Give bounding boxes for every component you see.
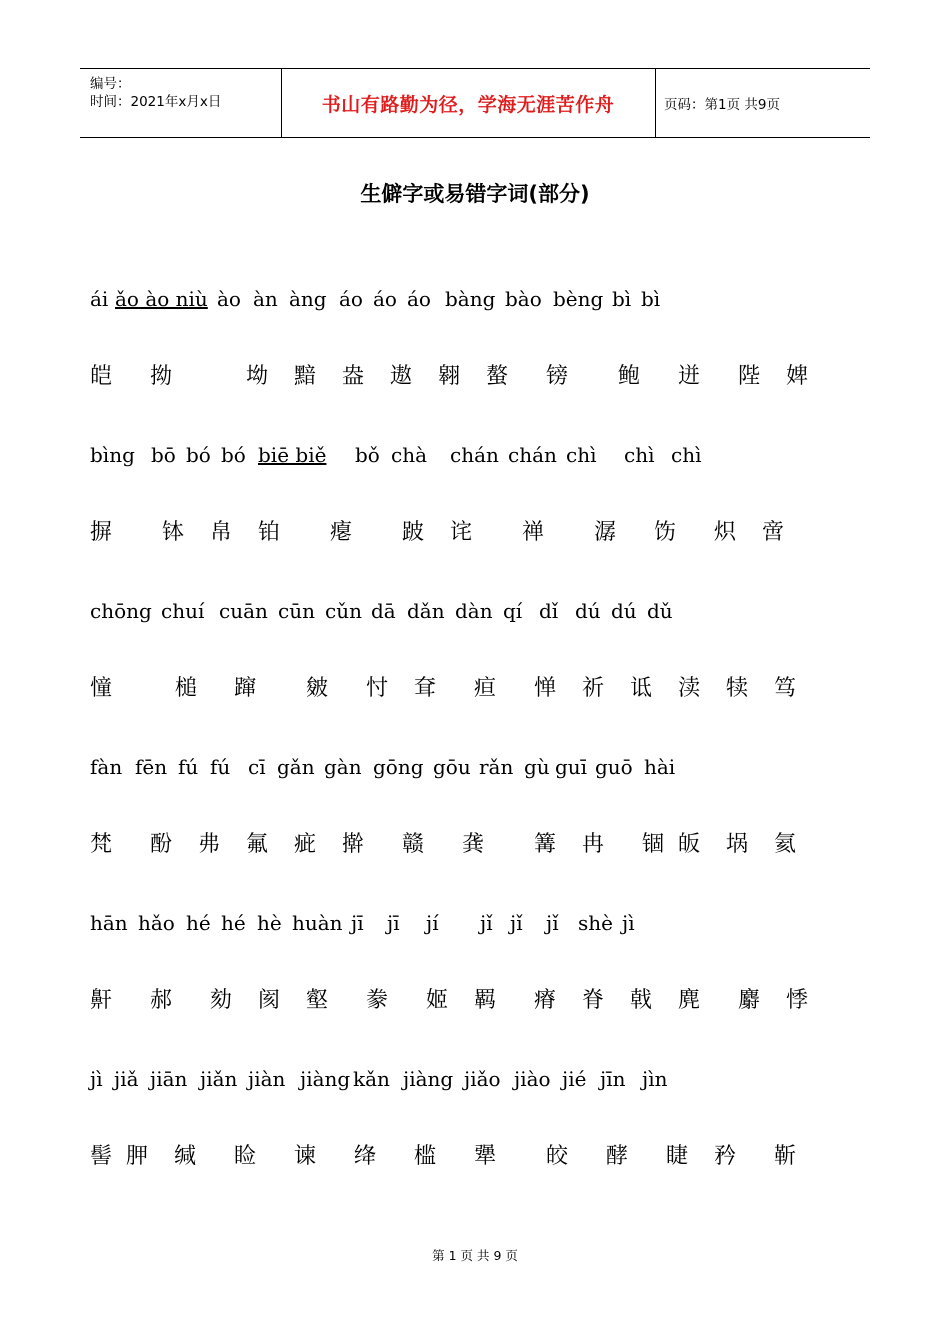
pinyin-token: kǎn — [353, 1067, 390, 1091]
pinyin-token: jiān — [150, 1067, 188, 1091]
pinyin-token: dǎn — [407, 599, 445, 623]
pinyin-row — [0, 284, 950, 314]
hanzi-row — [0, 830, 950, 860]
hanzi-token: 劾 — [210, 988, 233, 1013]
hanzi-token: 壑 — [306, 988, 329, 1013]
hanzi-token: 脊 — [582, 988, 605, 1013]
pinyin-token: huàn — [292, 911, 343, 935]
pinyin-token: ái — [90, 287, 109, 311]
hanzi-token: 绛 — [354, 1144, 377, 1169]
pinyin-token: gù — [524, 755, 550, 779]
pinyin-token: cūn — [278, 599, 315, 623]
pinyin-token: jì — [622, 911, 635, 935]
pinyin-token: chōng — [90, 599, 152, 623]
pinyin-token: chì — [671, 443, 702, 467]
hanzi-token: 帛 — [210, 520, 233, 545]
hanzi-row — [0, 986, 950, 1016]
hanzi-row — [0, 518, 950, 548]
pinyin-row — [0, 752, 950, 782]
pinyin-token: bó — [221, 443, 246, 467]
hanzi-token: 酵 — [606, 1144, 629, 1169]
hanzi-token: 缄 — [174, 1144, 197, 1169]
hanzi-row — [0, 362, 950, 392]
hanzi-token: 阂 — [258, 988, 281, 1013]
hanzi-token: 槌 — [175, 676, 198, 701]
pinyin-token: fú — [210, 755, 231, 779]
hanzi-token: 镑 — [546, 364, 569, 389]
pinyin-token: cǔn — [325, 599, 362, 623]
hanzi-token: 饬 — [654, 520, 677, 545]
hanzi-token: 酚 — [150, 832, 173, 857]
pinyin-token: chà — [391, 443, 428, 467]
hanzi-token: 铂 — [258, 520, 281, 545]
pinyin-token: guī — [555, 755, 588, 779]
pinyin-token: guō — [595, 755, 633, 779]
document-number-label: 编号： — [90, 76, 131, 92]
hanzi-token: 羁 — [474, 988, 497, 1013]
pinyin-token: hǎo — [138, 911, 175, 935]
pinyin-token: gōu — [433, 755, 471, 779]
hanzi-token: 皴 — [306, 676, 329, 701]
pinyin-token: jī — [387, 911, 400, 935]
pinyin-token: bìng — [90, 443, 135, 467]
hanzi-token: 遨 — [390, 364, 413, 389]
hanzi-token: 睑 — [234, 1144, 257, 1169]
pinyin-token: jìn — [642, 1067, 668, 1091]
hanzi-token: 麂 — [678, 988, 701, 1013]
hanzi-token: 犊 — [726, 676, 749, 701]
pinyin-token: jiǎ — [114, 1067, 139, 1091]
hanzi-token: 忖 — [366, 676, 389, 701]
pinyin-token: gǎn — [277, 755, 315, 779]
pinyin-token: chuí — [161, 599, 205, 623]
pinyin-token: áo — [407, 287, 431, 311]
hanzi-token: 赣 — [402, 832, 425, 857]
hanzi-token: 蹿 — [234, 676, 257, 701]
hanzi-token: 耷 — [414, 676, 437, 701]
hanzi-token: 皑 — [90, 364, 113, 389]
hanzi-token: 谏 — [294, 1144, 317, 1169]
pinyin-row — [0, 596, 950, 626]
hanzi-token: 犟 — [474, 1144, 497, 1169]
pinyin-token: bèng — [553, 287, 604, 311]
hanzi-token: 弗 — [198, 832, 221, 857]
pinyin-token: jiào — [514, 1067, 551, 1091]
pinyin-token: biē biě — [258, 443, 327, 467]
pinyin-token: chì — [624, 443, 655, 467]
hanzi-token: 诋 — [630, 676, 653, 701]
pinyin-token: dǐ — [539, 599, 559, 623]
hanzi-token: 疵 — [294, 832, 317, 857]
hanzi-token: 悸 — [786, 988, 809, 1013]
pinyin-token: hé — [186, 911, 211, 935]
hanzi-token: 螯 — [486, 364, 509, 389]
pinyin-token: chán — [450, 443, 499, 467]
pinyin-token: jì — [90, 1067, 103, 1091]
pinyin-token: dǔ — [647, 599, 673, 623]
hanzi-token: 瘠 — [534, 988, 557, 1013]
document-time-label: 时间：2021年x月x日 — [90, 94, 222, 110]
hanzi-token: 坳 — [246, 364, 269, 389]
hanzi-token: 渎 — [678, 676, 701, 701]
pinyin-token: bào — [505, 287, 542, 311]
pinyin-token: chán — [508, 443, 557, 467]
hanzi-token: 皈 — [678, 832, 701, 857]
hanzi-token: 锢 — [642, 832, 665, 857]
header-page-cell — [656, 69, 870, 137]
pinyin-token: chì — [566, 443, 597, 467]
pinyin-token: jiǎo — [464, 1067, 501, 1091]
pinyin-token: gàn — [324, 755, 362, 779]
hanzi-token: 炽 — [714, 520, 737, 545]
hanzi-token: 梵 — [90, 832, 113, 857]
pinyin-token: áo — [339, 287, 363, 311]
hanzi-token: 婢 — [786, 364, 809, 389]
hanzi-token: 禅 — [522, 520, 545, 545]
hanzi-token: 瘪 — [330, 520, 353, 545]
hanzi-token: 盎 — [342, 364, 365, 389]
pinyin-token: áo — [373, 287, 397, 311]
hanzi-row — [0, 674, 950, 704]
pinyin-token: ào — [217, 287, 241, 311]
pinyin-token: dú — [575, 599, 601, 623]
hanzi-token: 矜 — [714, 1144, 737, 1169]
page-info-label: 页码：第1页 共9页 — [664, 97, 780, 113]
pinyin-token: dú — [611, 599, 637, 623]
hanzi-token: 疸 — [474, 676, 497, 701]
pinyin-token: bì — [641, 287, 661, 311]
pinyin-token: ǎo ào niù — [115, 287, 208, 311]
hanzi-token: 篝 — [534, 832, 557, 857]
hanzi-token: 郝 — [150, 988, 173, 1013]
pinyin-token: hé — [221, 911, 246, 935]
pinyin-token: fēn — [135, 755, 168, 779]
hanzi-token: 翱 — [438, 364, 461, 389]
hanzi-token: 麝 — [738, 988, 761, 1013]
pinyin-token: jī — [351, 911, 364, 935]
pinyin-token: jiàn — [248, 1067, 286, 1091]
pinyin-token: bǒ — [355, 443, 380, 467]
hanzi-token: 跛 — [402, 520, 425, 545]
hanzi-token: 氟 — [246, 832, 269, 857]
pinyin-token: cuān — [219, 599, 268, 623]
header-motto-cell — [281, 69, 656, 137]
hanzi-token: 氦 — [774, 832, 797, 857]
pinyin-token: jiàng — [403, 1067, 454, 1091]
pinyin-token: gōng — [373, 755, 424, 779]
hanzi-token: 鲍 — [618, 364, 641, 389]
hanzi-token: 髻 — [90, 1144, 113, 1169]
hanzi-token: 摒 — [90, 520, 113, 545]
hanzi-row — [0, 1142, 950, 1172]
header-meta-cell — [80, 69, 282, 137]
pinyin-token: jiǎn — [200, 1067, 238, 1091]
hanzi-token: 姬 — [426, 988, 449, 1013]
hanzi-token: 槛 — [414, 1144, 437, 1169]
pinyin-token: fú — [178, 755, 199, 779]
pinyin-token: bō — [151, 443, 176, 467]
pinyin-token: qí — [503, 599, 523, 623]
document-header — [80, 68, 870, 138]
hanzi-token: 迸 — [678, 364, 701, 389]
pinyin-token: fàn — [90, 755, 123, 779]
motto-text: 书山有路勤为径，学海无涯苦作舟 — [321, 93, 615, 116]
pinyin-token: jǐ — [546, 911, 559, 935]
pinyin-token: dàn — [455, 599, 493, 623]
pinyin-token: bó — [186, 443, 211, 467]
hanzi-token: 钵 — [162, 520, 185, 545]
page-footer: 第 1 页 共 9 页 — [432, 1248, 518, 1263]
pinyin-token: àng — [289, 287, 327, 311]
pinyin-token: dā — [371, 599, 396, 623]
pinyin-row — [0, 908, 950, 938]
hanzi-token: 冉 — [582, 832, 605, 857]
pinyin-token: cī — [248, 755, 266, 779]
pinyin-token: bì — [612, 287, 632, 311]
pinyin-token: rǎn — [479, 755, 514, 779]
pinyin-token: jiàng — [300, 1067, 351, 1091]
hanzi-token: 鼾 — [90, 988, 113, 1013]
pinyin-token: hè — [257, 911, 282, 935]
hanzi-token: 啻 — [762, 520, 785, 545]
hanzi-token: 憧 — [90, 676, 113, 701]
hanzi-token: 埚 — [726, 832, 749, 857]
hanzi-token: 睫 — [666, 1144, 689, 1169]
hanzi-token: 擀 — [342, 832, 365, 857]
pinyin-row — [0, 440, 950, 470]
pinyin-token: jǐ — [480, 911, 493, 935]
pinyin-token: jié — [562, 1067, 587, 1091]
hanzi-token: 豢 — [366, 988, 389, 1013]
pinyin-token: hài — [644, 755, 676, 779]
pinyin-token: àn — [253, 287, 278, 311]
pinyin-row — [0, 1064, 950, 1094]
hanzi-token: 诧 — [450, 520, 473, 545]
hanzi-token: 龚 — [462, 832, 485, 857]
hanzi-token: 惮 — [534, 676, 557, 701]
pinyin-token: jīn — [600, 1067, 626, 1091]
pinyin-token: jǐ — [510, 911, 523, 935]
pinyin-token: shè — [578, 911, 613, 935]
hanzi-token: 陛 — [738, 364, 761, 389]
hanzi-token: 潺 — [594, 520, 617, 545]
pinyin-token: hān — [90, 911, 128, 935]
hanzi-token: 笃 — [774, 676, 797, 701]
page-title: 生僻字或易错字词(部分) — [360, 182, 590, 206]
hanzi-token: 祈 — [582, 676, 605, 701]
hanzi-token: 黯 — [294, 364, 317, 389]
hanzi-token: 戟 — [630, 988, 653, 1013]
pinyin-token: bàng — [445, 287, 496, 311]
hanzi-token: 胛 — [126, 1144, 149, 1169]
hanzi-token: 皎 — [546, 1144, 569, 1169]
hanzi-token: 靳 — [774, 1144, 797, 1169]
pinyin-token: jí — [426, 911, 439, 935]
hanzi-token: 拗 — [150, 364, 173, 389]
